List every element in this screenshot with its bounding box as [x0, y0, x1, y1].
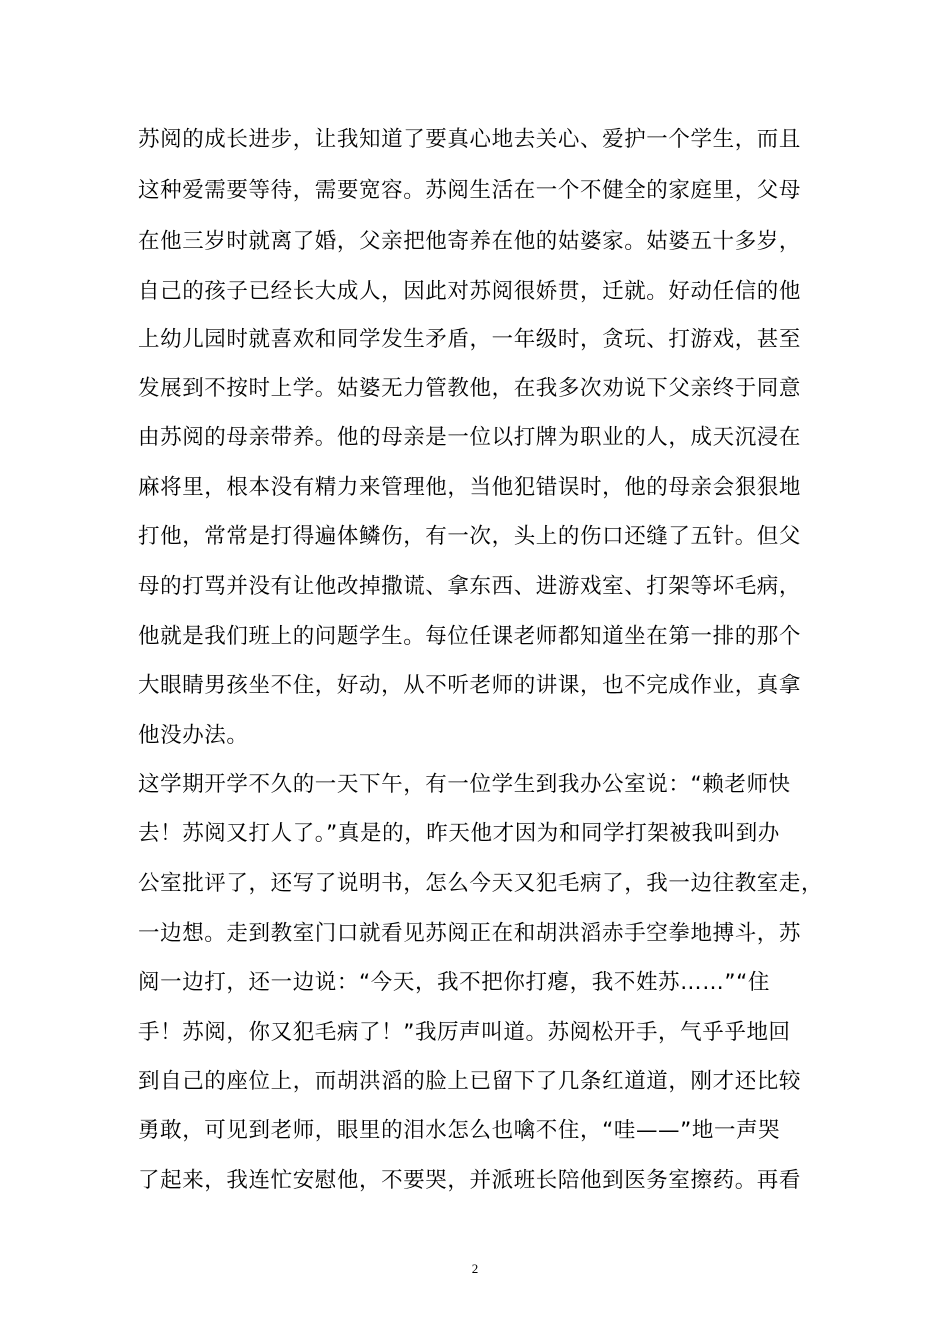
body-text-line: 公室批评了，还写了说明书，怎么今天又犯毛病了，我一边往教室走，	[138, 871, 824, 896]
body-text-line: 由苏阅的母亲带养。他的母亲是一位以打牌为职业的人，成天沉浸在	[138, 425, 802, 450]
body-text-line: 手！苏阅，你又犯毛病了！”我厉声叫道。苏阅松开手，气乎乎地回	[138, 1020, 791, 1045]
body-text-line: 了起来，我连忙安慰他，不要哭，并派班长陪他到医务室擦药。再看	[138, 1168, 802, 1193]
body-text-line: 到自己的座位上，而胡洪滔的脸上已留下了几条红道道，刚才还比较	[138, 1069, 802, 1094]
body-text-line: 他没办法。	[138, 723, 249, 748]
body-text-line: 这学期开学不久的一天下午，有一位学生到我办公室说：“赖老师快	[138, 772, 791, 797]
body-text-line: 阅一边打，还一边说：“今天，我不把你打瘪，我不姓苏……”“住	[138, 970, 770, 995]
body-text-line: 他就是我们班上的问题学生。每位任课老师都知道坐在第一排的那个	[138, 624, 802, 649]
body-text-line: 在他三岁时就离了婚，父亲把他寄养在他的姑婆家。姑婆五十多岁，	[138, 229, 802, 254]
body-text-line: 上幼儿园时就喜欢和同学发生矛盾，一年级时，贪玩、打游戏，甚至	[138, 327, 802, 352]
body-text-line: 母的打骂并没有让他改掉撒谎、拿东西、进游戏室、打架等坏毛病，	[138, 574, 802, 599]
body-text-line: 一边想。走到教室门口就看见苏阅正在和胡洪滔赤手空拳地搏斗，苏	[138, 921, 802, 946]
body-text-line: 大眼睛男孩坐不住，好动，从不听老师的讲课，也不完成作业，真拿	[138, 673, 802, 698]
page-number: 2	[471, 1261, 479, 1276]
body-text-line: 发展到不按时上学。姑婆无力管教他，在我多次劝说下父亲终于同意	[138, 376, 802, 401]
body-text-line: 麻将里，根本没有精力来管理他，当他犯错误时，他的母亲会狠狠地	[138, 475, 802, 500]
body-text-line: 这种爱需要等待，需要宽容。苏阅生活在一个不健全的家庭里，父母	[138, 178, 802, 203]
body-text-line: 苏阅的成长进步，让我知道了要真心地去关心、爱护一个学生，而且	[138, 127, 802, 152]
body-text-line: 勇敢，可见到老师，眼里的泪水怎么也噙不住，“哇——”地一声哭	[138, 1118, 781, 1143]
body-text-line: 自己的孩子已经长大成人，因此对苏阅很娇贯，迁就。好动任信的他	[138, 279, 802, 304]
body-text-line: 去！苏阅又打人了。”真是的，昨天他才因为和同学打架被我叫到办	[138, 821, 780, 846]
body-text-line: 打他，常常是打得遍体鳞伤，有一次，头上的伤口还缝了五针。但父	[138, 524, 802, 549]
